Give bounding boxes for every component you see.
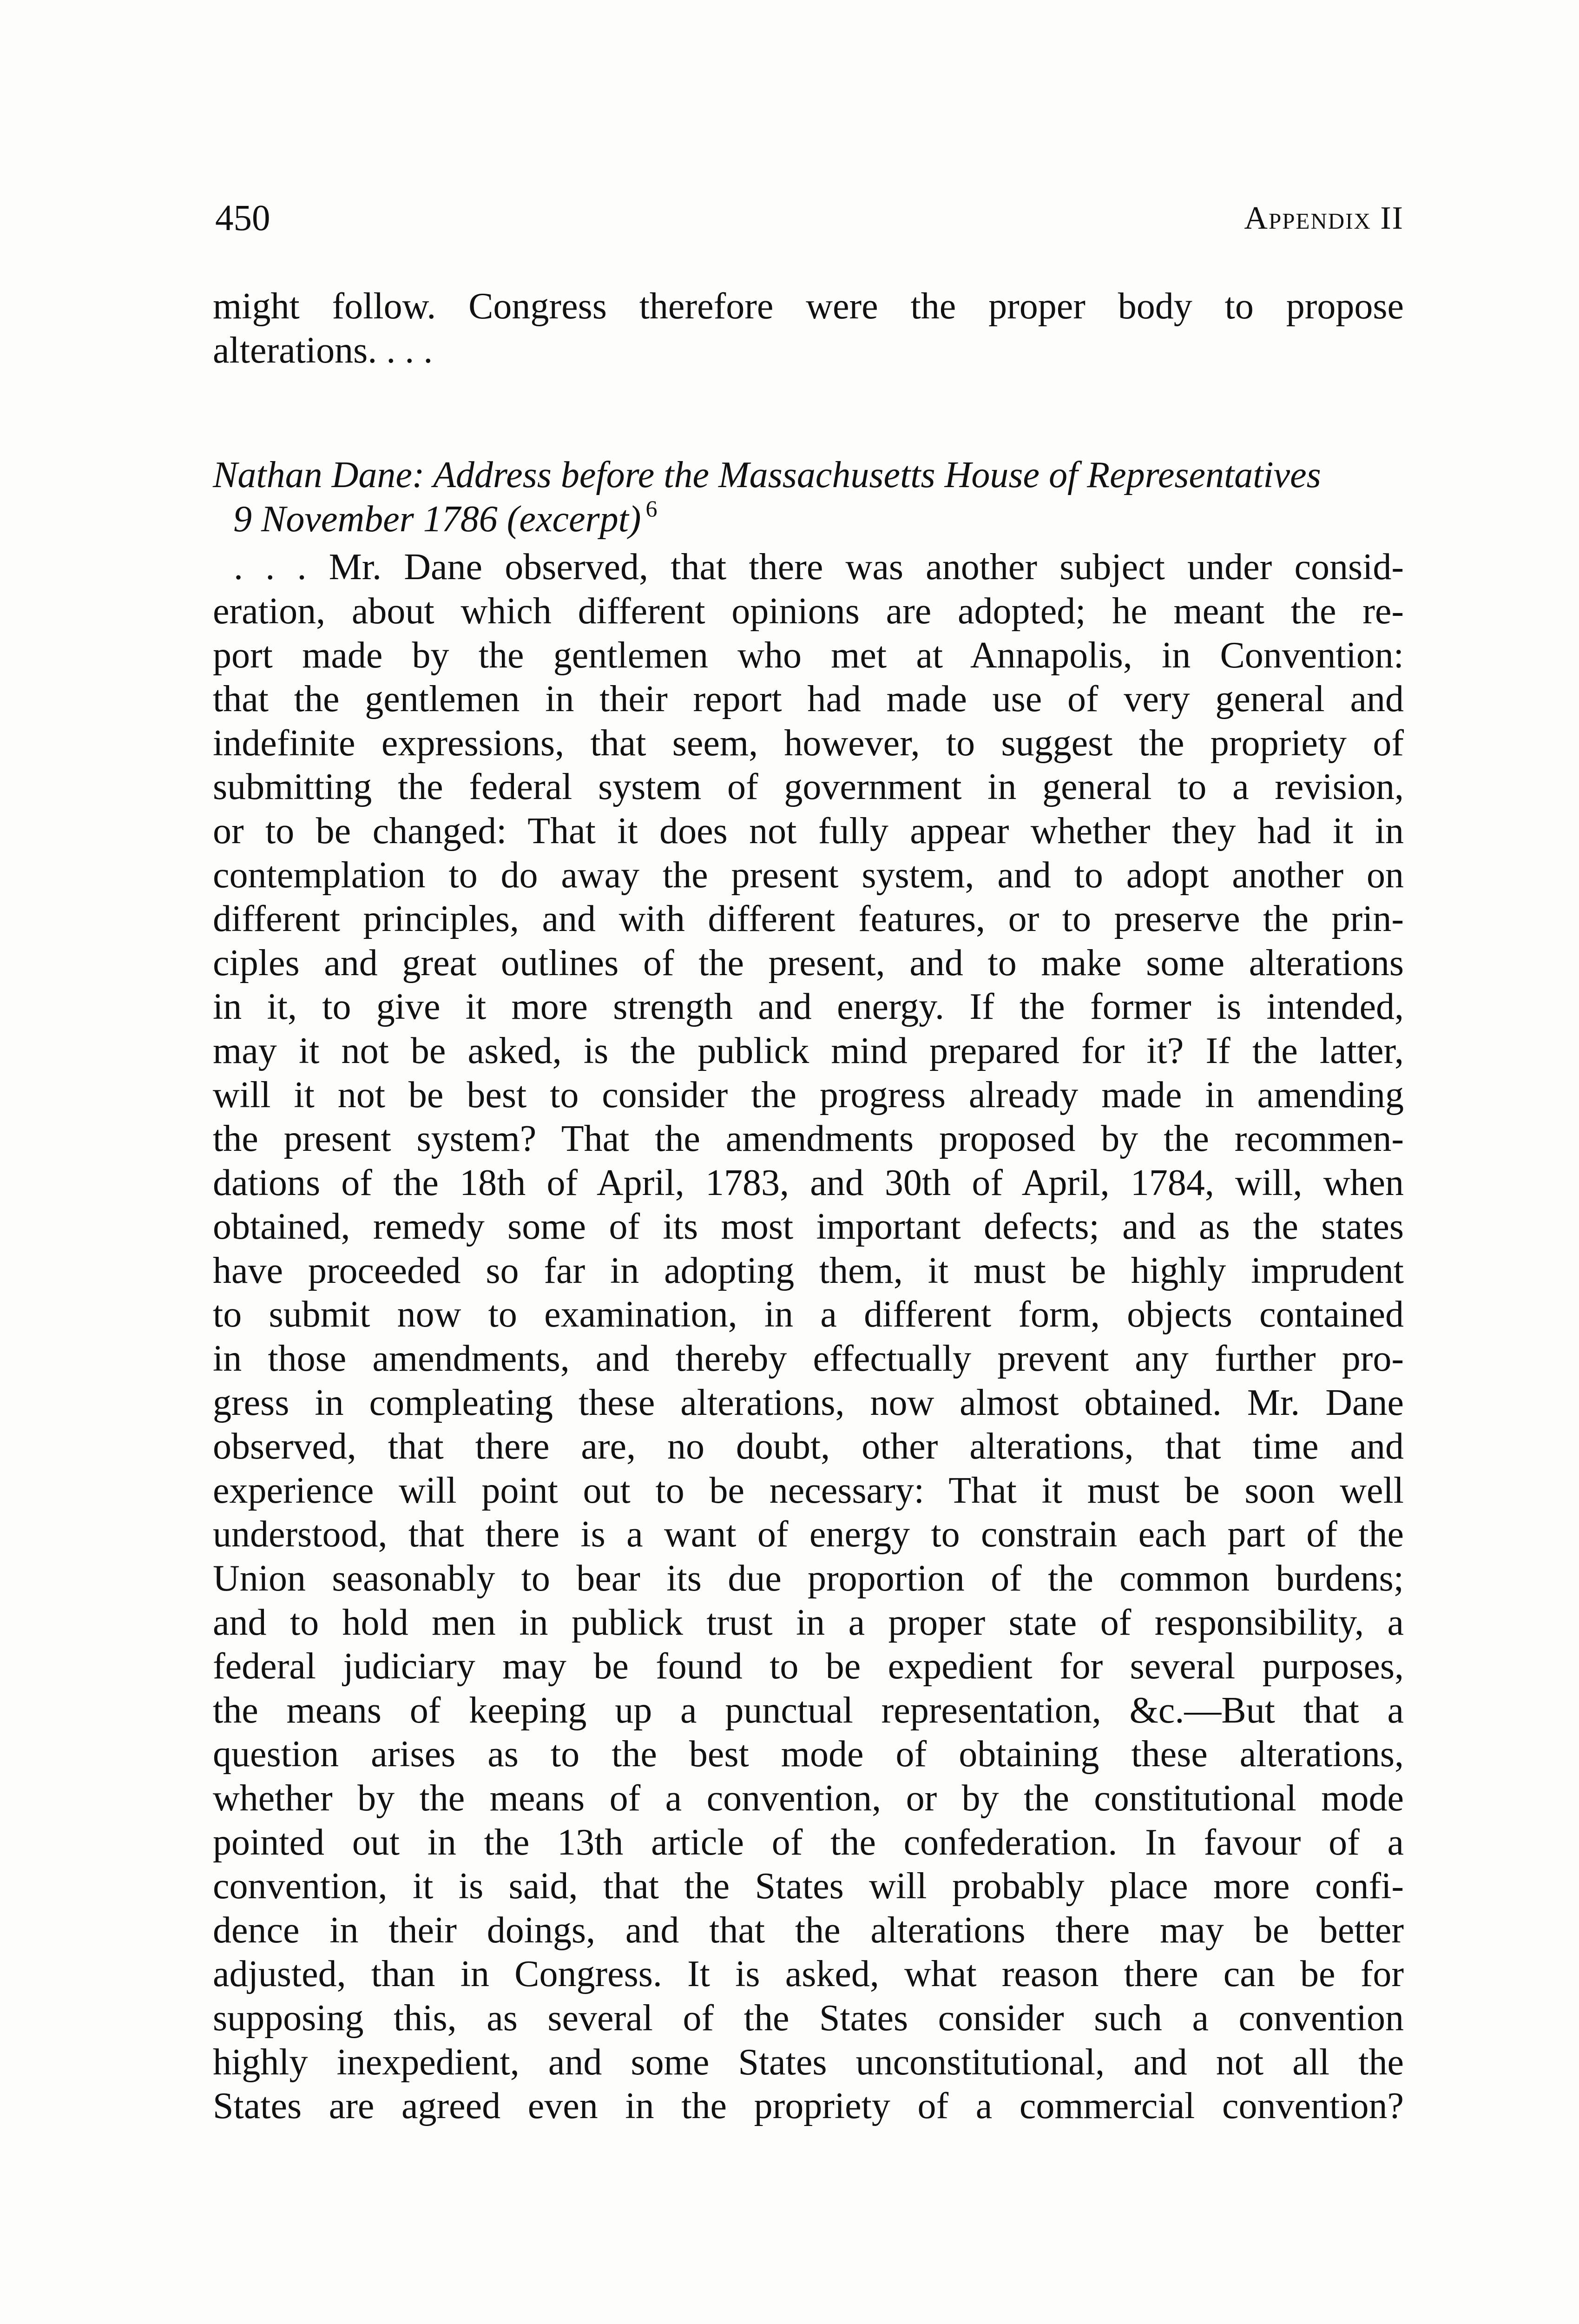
text-line: observed, that there are, no doubt, other alterations, that time and <box>213 1426 1404 1467</box>
text-line: dence in their doings, and that the alterations there may be better <box>213 1909 1404 1951</box>
text-line: pointed out in the 13th article of the confederation. In favour of a <box>213 1822 1404 1863</box>
opening-paragraph <box>213 284 1404 372</box>
text-line: Union seasonably to bear its due proportion of the common burdens; <box>213 1558 1404 1599</box>
text-line: in it, to give it more strength and energy. If the former is intended, <box>213 986 1404 1028</box>
text-line: indefinite expressions, that seem, however, to suggest the propriety of <box>213 722 1404 764</box>
speech-excerpt <box>213 545 1404 2128</box>
text-line: experience will point out to be necessary: That it must be soon well <box>213 1470 1404 1511</box>
source-title: Nathan Dane: Address before the Massachusetts House of Representatives <box>213 455 1321 496</box>
text-line: submitting the federal system of government in general to a revision, <box>213 766 1404 808</box>
running-head: Appendix II <box>1244 200 1404 236</box>
source-heading <box>213 453 1404 545</box>
text-line: the present system? That the amendments proposed by the recommen- <box>213 1118 1404 1160</box>
text-line: States are agreed even in the propriety of a commercial convention? <box>213 2086 1404 2127</box>
text-line: understood, that there is a want of energy to constrain each part of the <box>213 1514 1404 1555</box>
text-line: contemplation to do away the present system, and to adopt another on <box>213 854 1404 896</box>
source-date-line <box>213 497 1404 546</box>
text-line: that the gentlemen in their report had made use of very general and <box>213 679 1404 720</box>
text-line: in those amendments, and thereby effectually prevent any further pro- <box>213 1338 1404 1380</box>
text-line: convention, it is said, that the States will probably place more confi- <box>213 1866 1404 1907</box>
text-line: and to hold men in publick trust in a proper state of responsibility, a <box>213 1602 1404 1643</box>
page-content <box>213 284 1404 2128</box>
page-number: 450 <box>215 198 270 238</box>
text-line: adjusted, than in Congress. It is asked, what reason there can be for <box>213 1954 1404 1995</box>
text-line: federal judiciary may be found to be expedient for several purposes, <box>213 1646 1404 1687</box>
text-line: to submit now to examination, in a different form, objects contained <box>213 1294 1404 1335</box>
text-line: gress in compleating these alterations, now almost obtained. Mr. Dane <box>213 1382 1404 1423</box>
text-line: have proceeded so far in adopting them, it must be highly imprudent <box>213 1250 1404 1291</box>
text-line: port made by the gentlemen who met at Annapolis, in Convention: <box>213 634 1404 676</box>
text-line: whether by the means of a convention, or by the constitutional mode <box>213 1778 1404 1819</box>
text-line: supposing this, as several of the States consider such a convention <box>213 1997 1404 2039</box>
text-line: will it not be best to consider the progress already made in amending <box>213 1074 1404 1116</box>
text-line: . . . Mr. Dane observed, that there was another subject under consid- <box>234 547 1404 588</box>
text-line: question arises as to the best mode of obtaining these alterations, <box>213 1734 1404 1775</box>
text-line: the means of keeping up a punctual representation, &c.—But that a <box>213 1690 1404 1731</box>
text-line: ciples and great outlines of the present, and to make some alterations <box>213 942 1404 984</box>
text-line: different principles, and with different features, or to preserve the prin- <box>213 898 1404 940</box>
text-line: eration, about which different opinions are adopted; he meant the re- <box>213 590 1404 632</box>
text-line: dations of the 18th of April, 1783, and 30th of April, 1784, will, when <box>213 1162 1404 1203</box>
text-line: may it not be asked, is the publick mind prepared for it? If the latter, <box>213 1030 1404 1071</box>
footnote-marker: 6 <box>645 495 658 522</box>
source-date: 9 November 1786 (excerpt) <box>233 498 641 540</box>
text-line: might follow. Congress therefore were the proper body to propose <box>213 286 1404 327</box>
text-line: obtained, remedy some of its most important defects; and as the states <box>213 1206 1404 1248</box>
text-line: or to be changed: That it does not fully appear whether they had it in <box>213 810 1404 852</box>
page-header <box>215 195 1404 242</box>
text-line: alterations. . . . <box>213 330 433 371</box>
text-line: highly inexpedient, and some States unconstitutional, and not all the <box>213 2041 1404 2083</box>
